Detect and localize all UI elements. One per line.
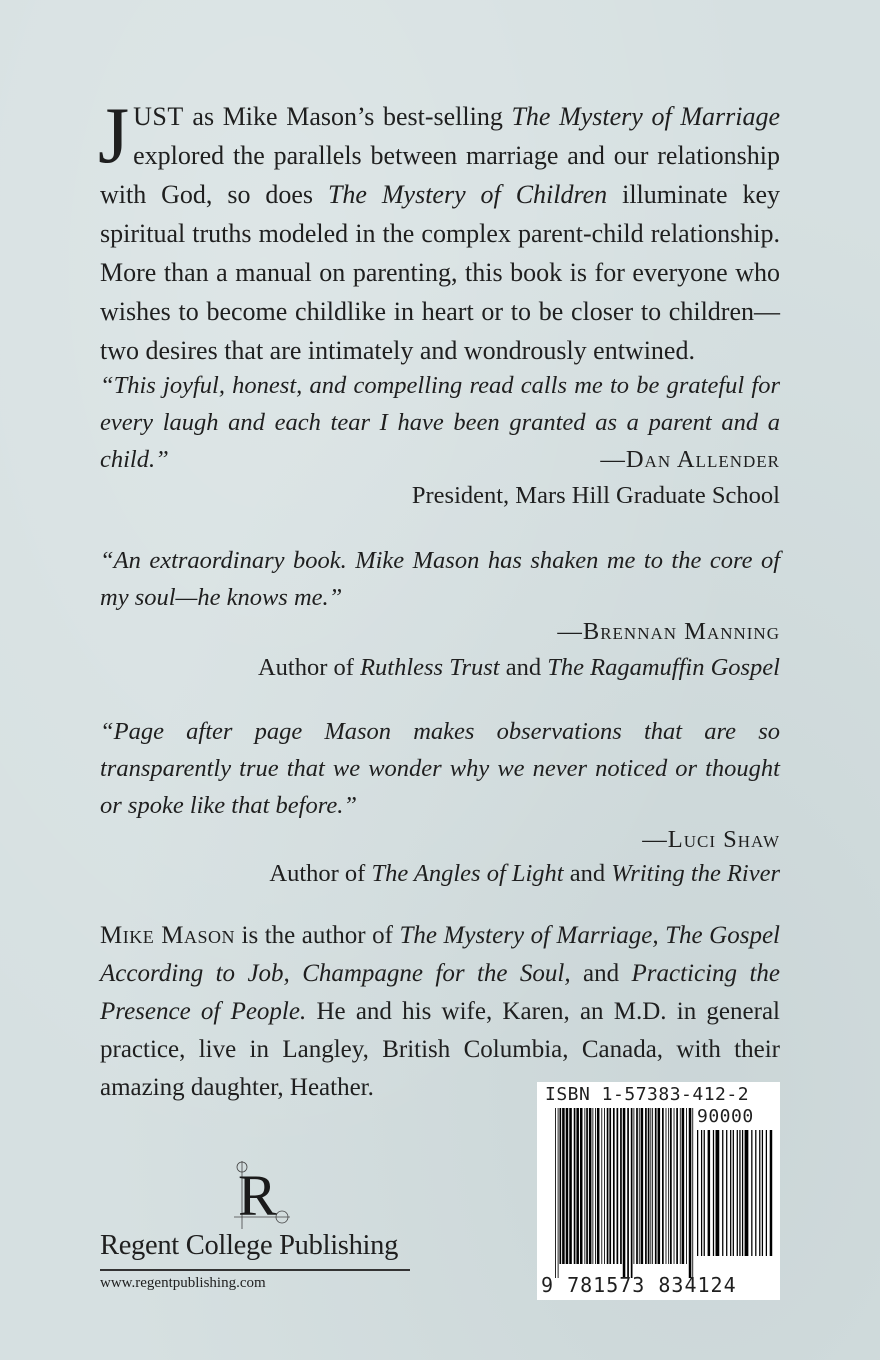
barcode-bar bbox=[580, 1108, 583, 1264]
endorsement-credit-shaw bbox=[269, 855, 780, 892]
barcode-bar bbox=[574, 1108, 576, 1264]
barcode-bar bbox=[670, 1108, 672, 1264]
publisher-name: Regent College Publishing bbox=[100, 1230, 399, 1261]
barcode-bar bbox=[713, 1130, 714, 1256]
barcode-bar bbox=[689, 1108, 692, 1278]
credit-segment: Author of bbox=[269, 860, 372, 887]
bio-segment: He and his wife, Karen, an M.D. in general practice, live in Langley, British Columbia, Canada, with their amazing daughter, Heather. bbox=[100, 998, 780, 1101]
publisher-url: www.regentpublishing.com bbox=[100, 1275, 266, 1291]
drop-cap: J bbox=[98, 92, 130, 180]
price-code: 90000 bbox=[697, 1106, 754, 1127]
barcode-bar bbox=[607, 1108, 609, 1264]
blurb-segment: The Mystery of Children bbox=[327, 180, 608, 209]
barcode-bar bbox=[566, 1108, 569, 1264]
barcode-bar bbox=[650, 1108, 651, 1264]
barcode-bar bbox=[762, 1130, 763, 1256]
isbn-text: ISBN 1-57383-412-2 bbox=[545, 1084, 750, 1105]
barcode-bar bbox=[697, 1130, 698, 1256]
barcode-bar bbox=[645, 1108, 647, 1264]
barcode-bar bbox=[658, 1108, 661, 1264]
credit-segment: The Ragamuffin Gospel bbox=[547, 654, 780, 681]
barcode-bar bbox=[586, 1108, 588, 1264]
barcode-bar bbox=[584, 1108, 585, 1264]
barcode-bar bbox=[737, 1130, 738, 1256]
barcode-bar bbox=[558, 1108, 559, 1278]
barcode-bar bbox=[609, 1108, 611, 1264]
barcode-bars bbox=[555, 1108, 695, 1278]
barcode-bar bbox=[716, 1130, 720, 1256]
barcode-bar bbox=[666, 1108, 667, 1264]
barcode-bar bbox=[604, 1108, 605, 1264]
credit-segment: The Angles of Light bbox=[371, 860, 564, 887]
endorsement-credit-manning bbox=[258, 649, 780, 686]
barcode-bar bbox=[631, 1108, 633, 1278]
author-bio bbox=[100, 917, 780, 1107]
barcode-bar bbox=[636, 1108, 638, 1264]
barcode-bar bbox=[641, 1108, 644, 1264]
blurb-segment: The Mystery of Marriage bbox=[511, 102, 780, 131]
credit-segment: Writing the River bbox=[611, 860, 780, 887]
barcode-bar bbox=[639, 1108, 640, 1264]
barcode-bar bbox=[742, 1130, 743, 1256]
barcode-bar bbox=[559, 1108, 561, 1264]
book-blurb bbox=[98, 92, 780, 370]
credit-segment: and bbox=[499, 654, 548, 681]
barcode-bar bbox=[655, 1108, 657, 1264]
bio-segment: and bbox=[570, 960, 632, 987]
barcode-bar bbox=[668, 1108, 669, 1264]
endorsement-quote-manning: “An extraordinary book. Mike Mason has shaken me to the core of my soul—he knows me.” bbox=[100, 547, 780, 611]
bio-segment: Mike Mason bbox=[100, 922, 235, 949]
bio-segment: is the author of bbox=[234, 922, 400, 949]
barcode-bar bbox=[726, 1130, 727, 1256]
barcode-bar bbox=[597, 1108, 600, 1264]
credit-segment: and bbox=[563, 860, 612, 887]
barcode-bar bbox=[613, 1108, 615, 1264]
barcode-bar bbox=[692, 1108, 693, 1278]
barcode-bar bbox=[722, 1130, 723, 1256]
credit-segment: President, Mars Hill Graduate School bbox=[411, 482, 780, 509]
endorsement-quote-shaw: “Page after page Mason makes observations that are so transparently true that we wonder why we never noticed or thought or spoke like that before.” bbox=[100, 718, 780, 819]
barcode-bar bbox=[595, 1108, 596, 1264]
endorsement-author-allender: —Dan Allender bbox=[600, 446, 780, 473]
svg-text:R: R bbox=[238, 1163, 277, 1228]
blurb-segment: illuminate key spiritual truths modeled in the complex parent-child relationship. More than a manual on parenting, this book is for everyone who wishes to become childlike in heart or to be closer to children—two desires that are intimately and wondrously entwined. bbox=[100, 180, 780, 365]
barcode-bar bbox=[745, 1130, 749, 1256]
publisher-logo-icon bbox=[232, 1155, 292, 1235]
barcode-bar bbox=[674, 1108, 675, 1264]
barcode-bar bbox=[680, 1108, 681, 1264]
barcode-bar bbox=[562, 1108, 565, 1264]
barcode-bar bbox=[682, 1108, 685, 1264]
barcode-bar bbox=[589, 1108, 592, 1264]
barcode-bar bbox=[759, 1130, 760, 1256]
barcode-bar bbox=[633, 1108, 634, 1264]
barcode-bar bbox=[592, 1108, 593, 1264]
barcode-bar bbox=[617, 1108, 619, 1264]
blurb-segment: UST bbox=[133, 102, 184, 131]
credit-segment: Ruthless Trust bbox=[360, 654, 500, 681]
barcode-bar bbox=[755, 1130, 756, 1256]
barcode-bar bbox=[662, 1108, 664, 1264]
ean-number: 9 781573 834124 bbox=[541, 1273, 737, 1297]
barcode-bar bbox=[555, 1108, 556, 1278]
barcode-bar bbox=[620, 1108, 622, 1264]
endorsement-quote-allender: “This joyful, honest, and compelling read calls me to be grateful for every laugh and each tear I have been granted as a parent and a child.” bbox=[100, 372, 780, 473]
addon-barcode-bars bbox=[697, 1130, 775, 1270]
endorsement-author-shaw: —Luci Shaw bbox=[642, 826, 780, 853]
bio-segment: The Mystery of Marriage, The Gospel According to Job, Champagne for the Soul, bbox=[100, 922, 780, 987]
barcode-bar bbox=[648, 1108, 650, 1264]
barcode-bar bbox=[751, 1130, 752, 1256]
publisher-divider bbox=[100, 1269, 410, 1271]
barcode-bar bbox=[569, 1108, 572, 1264]
barcode-bar bbox=[708, 1130, 711, 1256]
barcode-bar bbox=[627, 1108, 629, 1278]
barcode-bar bbox=[704, 1130, 705, 1256]
barcode-bar bbox=[733, 1130, 734, 1256]
barcode-bar bbox=[676, 1108, 678, 1264]
credit-segment: Author of bbox=[257, 654, 361, 681]
endorsement-credit-allender bbox=[412, 477, 780, 514]
barcode-bar bbox=[576, 1108, 579, 1264]
endorsement-author-manning: —Brennan Manning bbox=[557, 618, 780, 645]
barcode-bar bbox=[601, 1108, 602, 1264]
barcode-bar bbox=[770, 1130, 773, 1256]
bio-segment: Practicing the Presence of People. bbox=[100, 960, 780, 1025]
barcode-bar bbox=[730, 1130, 731, 1256]
barcode-bar bbox=[686, 1108, 687, 1264]
barcode-bar bbox=[623, 1108, 626, 1278]
blurb-segment: explored the parallels between marriage and our relationship with God, so does bbox=[100, 141, 780, 209]
barcode-bar bbox=[652, 1108, 653, 1264]
barcode-bar bbox=[701, 1130, 702, 1256]
barcode-bar bbox=[739, 1130, 740, 1256]
barcode-bar bbox=[766, 1130, 767, 1256]
blurb-segment: as Mike Mason’s best-selling bbox=[183, 102, 512, 131]
isbn-barcode bbox=[537, 1082, 780, 1300]
